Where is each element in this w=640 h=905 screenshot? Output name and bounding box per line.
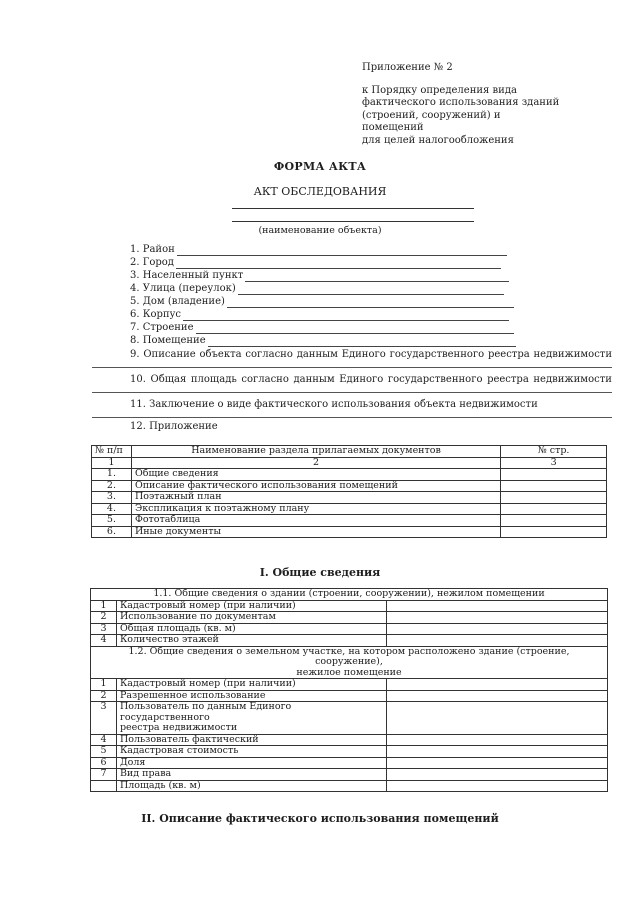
- field-label: 4. Улица (переулок): [130, 283, 236, 294]
- row-value: [386, 780, 607, 792]
- header-cell: Наименование раздела прилагаемых документов: [131, 446, 500, 458]
- field-house: [130, 296, 514, 308]
- field-label: 6. Корпус: [130, 309, 182, 320]
- fill-line: [208, 337, 516, 347]
- act-title: АКТ ОБСЛЕДОВАНИЯ: [253, 185, 387, 198]
- number-cell: 1: [92, 457, 132, 469]
- attachments-table: [91, 445, 607, 538]
- row-number: 1: [91, 600, 117, 612]
- item9-word: реестра: [487, 349, 530, 360]
- fill-line: [176, 259, 501, 269]
- row-title: Кадастровый номер (при наличии): [116, 679, 386, 691]
- row-value: [386, 769, 607, 781]
- general-info-table: [90, 588, 608, 792]
- item-12: 12. Приложение: [130, 421, 218, 432]
- row-title: Использование по документам: [116, 612, 386, 624]
- item10-word: данным: [293, 374, 335, 385]
- row-title: Описание фактического использования помещений: [131, 480, 500, 492]
- fill-line: [227, 298, 514, 308]
- table-row: [92, 515, 607, 527]
- table-row: [91, 780, 608, 792]
- row-number: 2.: [92, 480, 132, 492]
- row-value: [386, 600, 607, 612]
- field-label: 5. Дом (владение): [130, 296, 225, 307]
- field-label: 1. Район: [130, 244, 175, 255]
- row-number: 4: [91, 635, 117, 647]
- row-number: 1.: [92, 469, 132, 481]
- annex-line: фактического использования зданий: [362, 97, 560, 108]
- row-value: [386, 702, 607, 735]
- fill-line: [177, 246, 507, 256]
- row-number: 7: [91, 769, 117, 781]
- row-value: [386, 734, 607, 746]
- row-number: 1: [91, 679, 117, 691]
- table-row: [91, 746, 608, 758]
- annex-block: [362, 62, 562, 147]
- field-building: [130, 322, 514, 334]
- row-page: [501, 480, 607, 492]
- table-header-row: [92, 446, 607, 458]
- table-row: [92, 526, 607, 538]
- table-row: [91, 702, 608, 735]
- form-title: ФОРМА АКТА: [273, 160, 367, 173]
- table-row: [91, 600, 608, 612]
- field-district: [130, 244, 507, 256]
- header-cell: № стр.: [501, 446, 607, 458]
- land-header: [91, 646, 608, 679]
- number-cell: 3: [501, 457, 607, 469]
- table-row: [91, 769, 608, 781]
- row-title: Общие сведения: [131, 469, 500, 481]
- table-row: [91, 757, 608, 769]
- row-page: [501, 492, 607, 504]
- table-number-row: [92, 457, 607, 469]
- item10-word: реестра: [487, 374, 529, 385]
- item10-word: государственного: [387, 374, 483, 385]
- item10-word: Единого: [339, 374, 384, 385]
- field-label: 2. Город: [130, 257, 174, 268]
- item9-word: согласно: [245, 349, 293, 360]
- item-9: [130, 349, 612, 360]
- header-cell: № п/п: [92, 446, 132, 458]
- item9-word: Описание: [143, 349, 196, 360]
- table-header-row: [91, 646, 608, 679]
- fill-line: [238, 285, 504, 295]
- row-title: Вид права: [116, 769, 386, 781]
- table-row: [92, 492, 607, 504]
- item-11: 11. Заключение о виде фактического использования объекта недвижимости: [130, 399, 538, 410]
- field-label: 7. Строение: [130, 322, 194, 333]
- building-header: 1.1. Общие сведения о здании (строении, сооружении), нежилом помещении: [91, 589, 608, 601]
- table-row: [92, 480, 607, 492]
- item9-word: Единого: [341, 349, 386, 360]
- number-cell: 2: [131, 457, 500, 469]
- row-title-line: реестра недвижимости: [119, 722, 238, 733]
- row-title: Площадь (кв. м): [116, 780, 386, 792]
- object-name-caption: (наименование объекта): [258, 225, 382, 236]
- row-number: [91, 780, 117, 792]
- item11-line: [92, 417, 612, 418]
- fill-line: [183, 311, 509, 321]
- item-10: [130, 374, 612, 385]
- item9-word: государственного: [389, 349, 485, 360]
- row-number: 6.: [92, 526, 132, 538]
- item9-word: объекта: [199, 349, 242, 360]
- row-number: 3.: [92, 492, 132, 504]
- annex-line: для целей налогообложения: [362, 134, 514, 146]
- fill-line: [245, 272, 509, 282]
- row-value: [386, 612, 607, 624]
- table-header-row: [91, 589, 608, 601]
- annex-title: Приложение № 2: [362, 62, 453, 73]
- row-value: [386, 635, 607, 647]
- row-title: Пользователь фактический: [116, 734, 386, 746]
- field-block: [130, 309, 509, 321]
- row-page: [501, 515, 607, 527]
- row-title-line: Пользователь по данным Единого государственного: [119, 701, 292, 723]
- field-premises: [130, 335, 516, 347]
- row-title: Экспликация к поэтажному плану: [131, 503, 500, 515]
- item9-word: данным: [296, 349, 338, 360]
- table-row: [92, 469, 607, 481]
- row-title: Кадастровая стоимость: [116, 746, 386, 758]
- row-number: 5: [91, 746, 117, 758]
- item10-word: 10.: [130, 374, 146, 385]
- row-title: Кадастровый номер (при наличии): [116, 600, 386, 612]
- row-page: [501, 526, 607, 538]
- item10-word: Общая: [150, 374, 187, 385]
- row-title: Количество этажей: [116, 635, 386, 647]
- row-title: Общая площадь (кв. м): [116, 623, 386, 635]
- item10-word: площадь: [190, 374, 237, 385]
- row-number: 4: [91, 734, 117, 746]
- row-title: Иные документы: [131, 526, 500, 538]
- land-header-line: нежилое помещение: [296, 666, 402, 678]
- table-row: [91, 734, 608, 746]
- item10-word: согласно: [241, 374, 289, 385]
- row-page: [501, 469, 607, 481]
- row-value: [386, 757, 607, 769]
- row-title: [116, 702, 386, 735]
- land-header-line: 1.2. Общие сведения о земельном участке, на котором расположено здание (строение, сооружение),: [128, 645, 570, 667]
- row-title: Доля: [116, 757, 386, 769]
- row-value: [386, 679, 607, 691]
- table-row: [91, 679, 608, 691]
- annex-line: (строений, сооружений) и помещений: [362, 109, 501, 133]
- row-number: 3: [91, 702, 117, 735]
- field-locality: [130, 270, 509, 282]
- object-name-line-2: [232, 221, 474, 222]
- item10-line: [92, 392, 612, 393]
- table-row: [91, 612, 608, 624]
- object-name-line-1: [232, 208, 474, 209]
- row-number: 6: [91, 757, 117, 769]
- item9-word: 9.: [130, 349, 140, 360]
- field-street: [130, 283, 504, 295]
- section-1-title: I. Общие сведения: [259, 566, 381, 579]
- field-label: 8. Помещение: [130, 335, 206, 346]
- table-row: [91, 635, 608, 647]
- item9-line: [92, 367, 612, 368]
- fill-line: [196, 324, 514, 334]
- row-number: 5.: [92, 515, 132, 527]
- row-title: Разрешенное использование: [116, 690, 386, 702]
- item10-word: недвижимости: [533, 374, 612, 385]
- row-title: Фототаблица: [131, 515, 500, 527]
- field-city: [130, 257, 501, 269]
- row-value: [386, 746, 607, 758]
- section-2-title: II. Описание фактического использования помещений: [141, 812, 499, 825]
- row-number: 4.: [92, 503, 132, 515]
- row-number: 2: [91, 612, 117, 624]
- field-label: 3. Населенный пункт: [130, 270, 244, 281]
- table-row: [91, 623, 608, 635]
- row-value: [386, 623, 607, 635]
- table-row: [91, 690, 608, 702]
- row-value: [386, 690, 607, 702]
- row-title: Поэтажный план: [131, 492, 500, 504]
- annex-line: к Порядку определения вида: [362, 84, 517, 96]
- row-number: 3: [91, 623, 117, 635]
- row-page: [501, 503, 607, 515]
- table-row: [92, 503, 607, 515]
- row-number: 2: [91, 690, 117, 702]
- item9-word: недвижимости: [533, 349, 612, 360]
